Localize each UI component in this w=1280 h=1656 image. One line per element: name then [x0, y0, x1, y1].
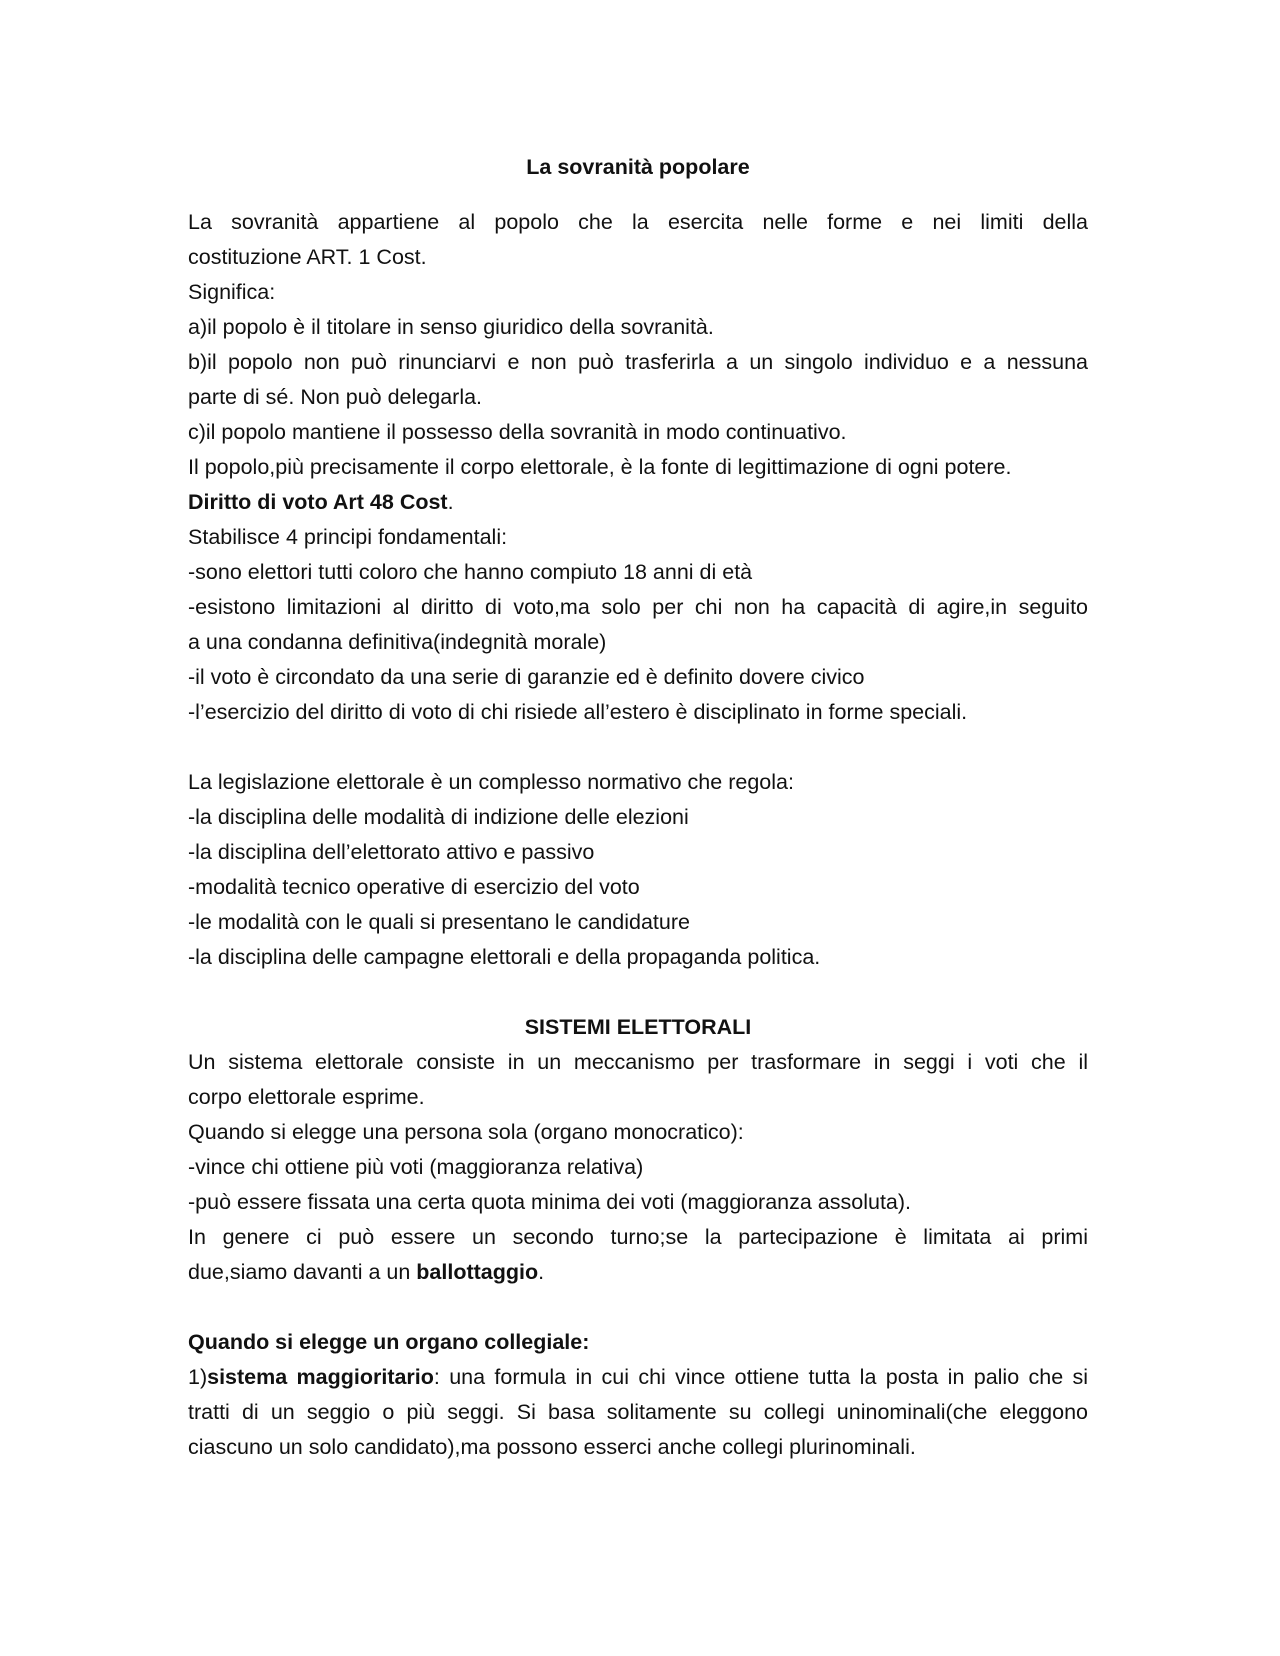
diritto-di-voto-period: . [447, 490, 454, 514]
legislazione-item: -la disciplina dell’elettorato attivo e passivo [188, 840, 595, 864]
point-b-line1: b)il popolo non può rinunciarvi e non può trasferirla a un singolo individuo e a nessuna [188, 350, 1088, 374]
point-a: a)il popolo è il titolare in senso giuridico della sovranità. [188, 315, 714, 339]
sistemi-elettorali-heading: SISTEMI ELETTORALI [524, 1015, 752, 1039]
sistemi-definition-line2: corpo elettorale esprime. [188, 1085, 425, 1109]
principio-1: -sono elettori tutti coloro che hanno compiuto 18 anni di età [188, 560, 753, 584]
organo-collegiale-bold: Quando si elegge un organo collegiale: [188, 1330, 590, 1354]
maggioritario-line2: tratti di un seggio o più seggi. Si basa solitamente su collegi uninominali(che eleggono [188, 1400, 1088, 1424]
diritto-di-voto-heading [188, 485, 1088, 520]
secondo-turno-text: due,siamo davanti a un [188, 1260, 417, 1284]
maggioranza-relativa-line: -vince chi ottiene più voti (maggioranza relativa) [188, 1155, 644, 1179]
ballottaggio-bold: ballottaggio [416, 1260, 539, 1284]
legislazione-item: -la disciplina delle modalità di indizione delle elezioni [188, 805, 689, 829]
principio-3: -il voto è circondato da una serie di garanzie ed è definito dovere civico [188, 665, 865, 689]
monocratico-line: Quando si elegge una persona sola (organo monocratico): [188, 1120, 744, 1144]
legislazione-intro: La legislazione elettorale è un complesso normativo che regola: [188, 770, 794, 794]
significa-label: Significa: [188, 280, 276, 304]
sistemi-definition-line1: Un sistema elettorale consiste in un meccanismo per trasformare in seggi i voti che il [188, 1050, 1088, 1074]
principio-2-line2: a una condanna definitiva(indegnità morale) [188, 630, 607, 654]
principio-4: -l’esercizio del diritto di voto di chi risiede all’estero è disciplinato in forme speciali. [188, 700, 968, 724]
maggioritario-line3: ciascuno un solo candidato),ma possono esserci anche collegi plurinominali. [188, 1435, 916, 1459]
maggioritario-number: 1) [188, 1365, 208, 1389]
popolo-paragraph: Il popolo,più precisamente il corpo elettorale, è la fonte di legittimazione di ogni potere. [188, 455, 1012, 479]
organo-collegiale-heading [188, 1325, 1088, 1360]
secondo-turno-period: . [538, 1260, 545, 1284]
blank-line [188, 975, 1088, 1010]
maggioritario-line1 [188, 1360, 1088, 1395]
point-c: c)il popolo mantiene il possesso della sovranità in modo continuativo. [188, 420, 847, 444]
blank-line [188, 730, 1088, 765]
point-b-line2: parte di sé. Non può delegarla. [188, 385, 483, 409]
diritto-di-voto-bold: Diritto di voto Art 48 Cost [188, 490, 448, 514]
stabilisce-line: Stabilisce 4 principi fondamentali: [188, 525, 508, 549]
paragraph-sovranita-line1: La sovranità appartiene al popolo che la esercita nelle forme e nei limiti della [188, 210, 1088, 234]
paragraph-sovranita-line2: costituzione ART. 1 Cost. [188, 245, 427, 269]
secondo-turno-line1: In genere ci può essere un secondo turno;se la partecipazione è limitata ai primi [188, 1225, 1088, 1249]
legislazione-item: -modalità tecnico operative di esercizio del voto [188, 875, 640, 899]
principio-2-line1: -esistono limitazioni al diritto di voto,ma solo per chi non ha capacità di agire,in seguito [188, 595, 1088, 619]
legislazione-item: -la disciplina delle campagne elettorali e della propaganda politica. [188, 945, 821, 969]
blank-line [188, 1290, 1088, 1325]
maggioranza-assoluta-line: -può essere fissata una certa quota minima dei voti (maggioranza assoluta). [188, 1190, 912, 1214]
maggioritario-text: : una formula in cui chi vince ottiene tutta la posta in palio che si [433, 1365, 1089, 1389]
secondo-turno-line2 [188, 1255, 1088, 1290]
legislazione-item: -le modalità con le quali si presentano le candidature [188, 910, 690, 934]
document-title: La sovranità popolare [526, 155, 750, 179]
document-page [188, 150, 1088, 1465]
sistema-maggioritario-bold: sistema maggioritario [207, 1365, 434, 1389]
